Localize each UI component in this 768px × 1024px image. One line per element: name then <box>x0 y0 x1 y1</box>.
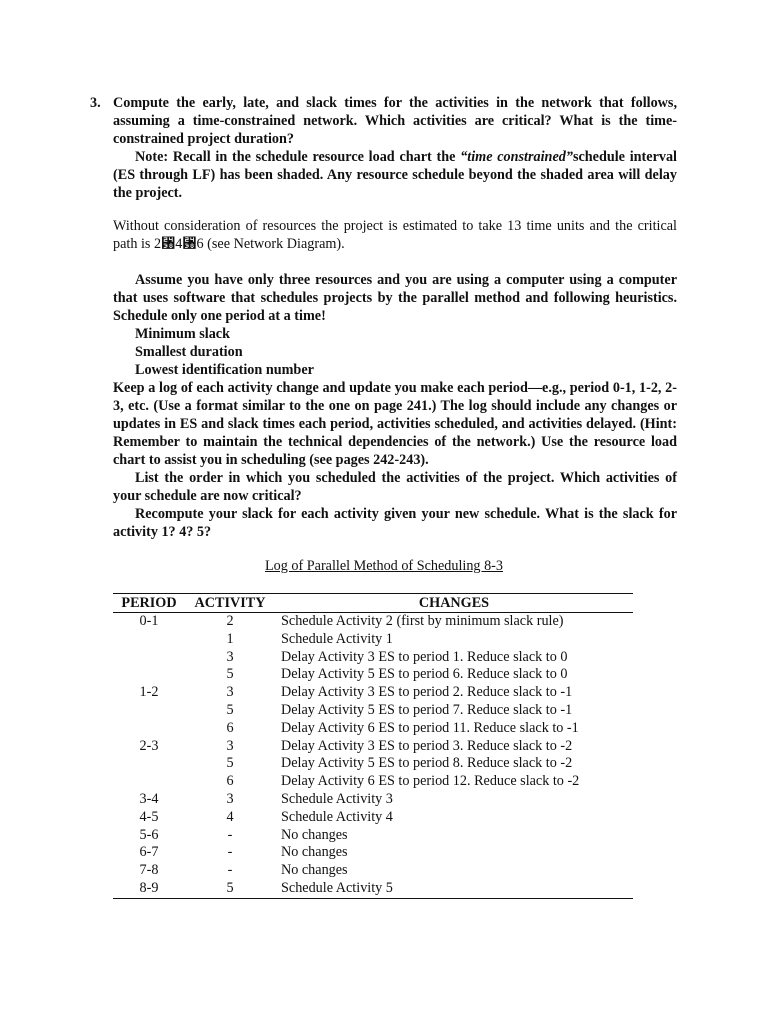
table-header-row <box>113 594 633 613</box>
table-row <box>113 684 633 702</box>
cell-period <box>113 649 185 667</box>
note-prefix: Note: Recall in the schedule resource load chart the <box>135 149 461 165</box>
plain-paragraph: Without consideration of resources the project is estimated to take 13 time units and the critical path is 2␸4␸6 (see Network Diagram). <box>113 218 677 252</box>
question-text: Compute the early, late, and slack times for the activities in the network that follows, assuming a time-constrained network. Which activities are critical? What is the time-constrained project duration? <box>113 95 677 147</box>
table-row <box>113 844 633 862</box>
cell-changes: Delay Activity 3 ES to period 1. Reduce slack to 0 <box>281 648 568 665</box>
cell-activity: 5 <box>226 755 234 772</box>
cell-activity: 3 <box>226 684 234 701</box>
cell-changes: Delay Activity 3 ES to period 2. Reduce slack to -1 <box>281 684 573 701</box>
table-row <box>113 791 633 809</box>
cell-changes: Delay Activity 5 ES to period 8. Reduce slack to -2 <box>281 755 573 772</box>
cell-period <box>113 631 185 649</box>
cell-period: 1-2 <box>139 684 159 701</box>
heuristic-item: Lowest identification number <box>135 362 314 378</box>
table-row <box>113 649 633 667</box>
cell-changes: Delay Activity 6 ES to period 11. Reduce slack to -1 <box>281 719 579 736</box>
cell-changes: Delay Activity 5 ES to period 7. Reduce slack to -1 <box>281 701 573 718</box>
cell-period: 2-3 <box>139 737 159 754</box>
cell-activity: 3 <box>226 790 234 807</box>
cell-activity: 3 <box>226 737 234 754</box>
cell-changes: Schedule Activity 3 <box>281 790 393 807</box>
cell-period <box>113 666 185 684</box>
heuristic-item: Smallest duration <box>135 344 243 360</box>
table-row <box>113 738 633 756</box>
cell-period <box>113 702 185 720</box>
note-suffix: schedule interval (ES through LF) has been shaded. Any resource schedule beyond the shaded area will delay the project. <box>113 149 677 201</box>
question-intro <box>113 94 677 202</box>
cell-period: 8-9 <box>113 880 185 898</box>
table-row <box>113 862 633 880</box>
cell-activity: - <box>227 844 233 861</box>
cell-activity: 6 <box>226 719 234 736</box>
table-row <box>113 880 633 898</box>
log-table-body <box>113 613 633 899</box>
note-paragraph <box>113 148 677 202</box>
cell-activity: 5 <box>226 701 234 718</box>
table-row <box>113 666 633 684</box>
header-activity: ACTIVITY <box>185 594 275 613</box>
table-row <box>113 720 633 738</box>
cell-changes: Schedule Activity 1 <box>281 630 393 647</box>
assume-paragraph: Assume you have only three resources and you are using a computer using a computer that uses software that schedules projects by the parallel method and following heuristics. Schedule only one period at a time! <box>113 272 677 324</box>
cell-changes: Delay Activity 6 ES to period 12. Reduce slack to -2 <box>281 773 580 790</box>
cell-period: 7-8 <box>139 862 159 879</box>
cell-activity: 4 <box>226 808 234 825</box>
cell-activity: 5 <box>185 880 275 898</box>
question-number: 3. <box>90 95 101 111</box>
header-period: PERIOD <box>113 594 185 613</box>
log-title: Log of Parallel Method of Scheduling 8-3 <box>265 558 503 574</box>
table-row <box>113 613 633 631</box>
table-row <box>113 827 633 845</box>
table-row <box>113 631 633 649</box>
cell-period <box>113 755 185 773</box>
cell-activity: - <box>227 862 233 879</box>
cell-changes: No changes <box>281 844 348 861</box>
cell-period: 5-6 <box>139 826 159 843</box>
heuristic-item: Minimum slack <box>135 326 230 342</box>
instructions <box>113 271 677 541</box>
cell-changes: No changes <box>281 826 348 843</box>
cell-activity: 2 <box>226 613 234 629</box>
cell-activity: 1 <box>226 630 234 647</box>
cell-activity: 3 <box>226 648 234 665</box>
cell-period: 0-1 <box>139 613 159 629</box>
cell-changes: Delay Activity 5 ES to period 6. Reduce slack to 0 <box>281 666 568 683</box>
cell-period: 6-7 <box>139 844 159 861</box>
list-paragraph: List the order in which you scheduled the activities of the project. Which activities of your schedule are now critical? <box>113 470 677 504</box>
cell-period <box>113 720 185 738</box>
cell-period <box>113 773 185 791</box>
cell-changes: Delay Activity 3 ES to period 3. Reduce slack to -2 <box>281 737 573 754</box>
cell-changes: Schedule Activity 4 <box>281 808 393 825</box>
cell-activity: 6 <box>226 773 234 790</box>
table-row <box>113 702 633 720</box>
cell-changes: Schedule Activity 2 (first by minimum slack rule) <box>281 613 564 629</box>
note-italic: “time constrained” <box>460 149 573 165</box>
recompute-paragraph: Recompute your slack for each activity given your new schedule. What is the slack for activity 1? 4? 5? <box>113 506 677 540</box>
log-paragraph: Keep a log of each activity change and update you make each period—e.g., period 0-1, 1-2, 2-3, etc. (Use a format similar to the one on page 241.) The log should include any changes or updates in ES and slack times each period, activities scheduled, and activities delayed. (Hint: Remember to maintain the technical dependencies of the network.) Use the resource load chart to assist you in scheduling (see pages 242-243). <box>113 380 677 468</box>
table-row <box>113 809 633 827</box>
cell-period: 4-5 <box>139 808 159 825</box>
cell-changes: Schedule Activity 5 <box>275 880 633 898</box>
header-changes: CHANGES <box>275 594 633 613</box>
cell-changes: No changes <box>281 862 348 879</box>
table-row <box>113 755 633 773</box>
table-row <box>113 773 633 791</box>
log-table <box>113 593 633 899</box>
cell-period: 3-4 <box>139 790 159 807</box>
cell-activity: - <box>227 826 233 843</box>
cell-activity: 5 <box>226 666 234 683</box>
